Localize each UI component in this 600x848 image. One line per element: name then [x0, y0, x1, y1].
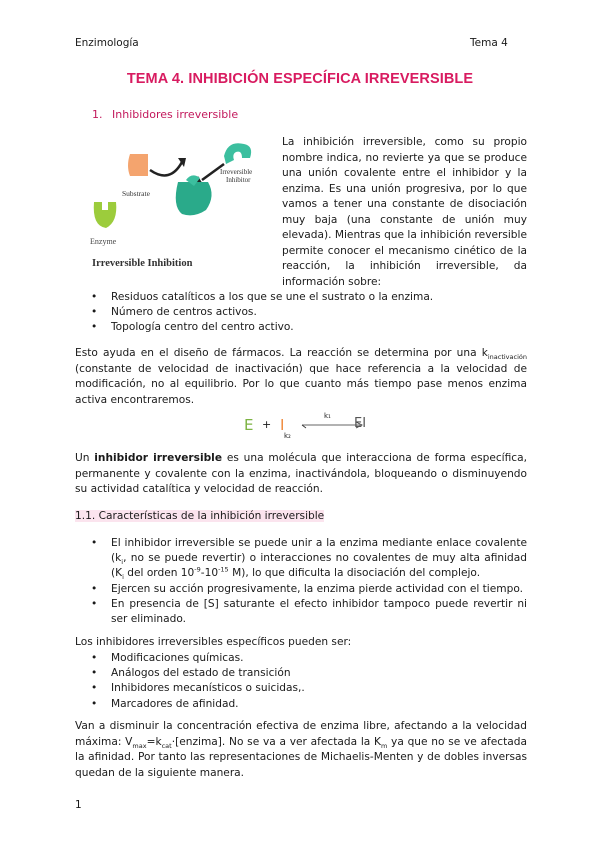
bullet-icon: • — [91, 291, 98, 303]
header-subject: Enzimología — [75, 37, 139, 49]
list-item: • En presencia de [S] saturante el efecto inhibidor tampoco puede revertir ni ser eliminado. — [91, 597, 527, 626]
reaction-equation — [240, 414, 380, 444]
types-intro: Los inhibidores irreversibles específicos pueden ser: — [75, 636, 352, 648]
page-number: 1 — [75, 799, 82, 811]
bullet-icon: • — [91, 652, 98, 664]
substrate-shape — [128, 154, 148, 176]
equation-inhibitor: I — [280, 416, 285, 434]
definition-term: inhibidor irreversible — [94, 452, 222, 464]
irreversible-inhibition-figure — [78, 136, 274, 272]
section-1-label: Inhibidores irreversible — [112, 108, 239, 121]
figure-caption: Irreversible Inhibition — [92, 258, 193, 269]
section-1-number: 1. — [92, 108, 103, 121]
list-item: • Inhibidores mecanísticos o suicidas,. — [75, 681, 527, 696]
list-item: • Marcadores de afinidad. — [75, 697, 527, 712]
equation-product: EI — [354, 416, 367, 431]
inhibitor-label-2: Inhibitor — [226, 176, 251, 184]
equation-enzyme: E — [244, 416, 254, 434]
final-paragraph: Van a disminuir la concentración efectiva de enzima libre, afectando a la velocidad máxima: $V_{max}=k_{cat}\cdot[enzima]$. No se va a ver afectada la $K_m$ ya que no se ve afectada la afinidad. Por tanto las representaciones de Michaelis-Menten y de dobles inversas quedan de la siguiente manera. — [75, 720, 527, 779]
header-topic: Tema 4 — [470, 37, 508, 49]
intro-paragraph: La inhibición irreversible, como su propio nombre indica, no revierte ya que se produce una unión covalente entre el inhibidor y la enzima. Es una unión progresiva, por lo que vamos a tener una constante de disociación muy baja (una constante de unión muy elevada). Mientras que la inhibición reversible permite conocer el mecanismo cinético de la reacción, la inhibición irreversible, da información sobre: — [282, 136, 527, 288]
inhibitor-label-1: Irreversible — [220, 168, 253, 176]
bullet-icon: • — [91, 582, 98, 595]
bullet-icon: • — [91, 682, 98, 695]
page-title: TEMA 4. INHIBICIÓN ESPECÍFICA IRREVERSIBLE — [126, 71, 474, 87]
list-item: • Ejercen su acción progresivamente, la enzima pierde actividad con el tiempo. — [75, 582, 527, 597]
list-item: • El inhibidor irreversible se puede unir a la enzima mediante enlace covalente ($k_i$, no se puede revertir) o interacciones no covalentes de muy alta afinidad ($K_i$ del orden $10^{-9}-10^{-15}$ M), lo que dificulta la disociación del complejo. — [91, 537, 527, 582]
section-1-1-label: 1.1. Características de la inhibición irreversible — [75, 510, 325, 522]
bullet-icon: • — [91, 321, 98, 334]
bullet-icon: • — [91, 697, 98, 710]
substrate-arrow-icon — [150, 162, 182, 175]
equation-k-reverse: k₂ — [284, 432, 291, 440]
list-item: • Residuos catalíticos a los que se une el sustrato o la enzima. — [75, 290, 527, 305]
bullet-icon: • — [91, 537, 98, 549]
equation-k-forward: k₁ — [324, 412, 331, 420]
list-item: • Número de centros activos. — [75, 305, 527, 320]
section-1-1-heading — [75, 510, 324, 522]
inhibitor-shape — [224, 143, 251, 164]
bullet-icon: • — [91, 667, 98, 680]
list-item: • Modificaciones químicas. — [75, 651, 527, 666]
enzyme-label: Enzyme — [90, 237, 117, 246]
substrate-label: Substrate — [122, 189, 150, 198]
enzyme-inhibitor-complex — [176, 182, 212, 215]
farmacos-paragraph: Esto ayuda en el diseño de fármacos. La reacción se determina por una $k_{inactivación}$ (constante de velocidad de inactivación) que hace referencia a la velocidad de modificación, no al equilibrio. Por lo que cuanto más tiempo pase menos enzima activa encontraremos. — [75, 347, 527, 406]
list-item: • Topología centro del centro activo. — [75, 320, 527, 335]
list-item: • Análogos del estado de transición — [75, 666, 527, 681]
inhibition-diagram — [78, 136, 274, 272]
section-1-heading — [92, 108, 238, 121]
bullet-icon: • — [91, 597, 98, 610]
enzyme-shape — [94, 202, 117, 228]
info-list — [75, 290, 527, 336]
equation-plus: + — [262, 418, 272, 431]
types-list — [75, 651, 527, 712]
bullet-icon: • — [91, 306, 98, 319]
definition-paragraph: Un inhibidor irreversible es una molécula que interacciona de forma específica, permanente y covalente con la enzima, inactivándola, bloqueando o disminuyendo su actividad catalítica y velocidad de reacción. — [75, 452, 527, 496]
characteristics-list — [75, 536, 527, 627]
